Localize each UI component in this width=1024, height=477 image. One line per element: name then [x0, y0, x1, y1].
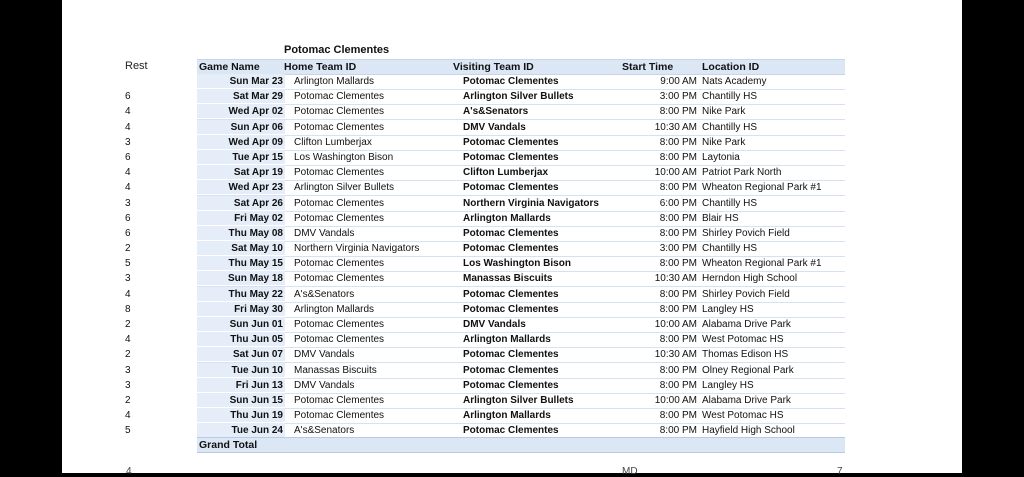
- location-cell: Blair HS: [702, 212, 739, 224]
- start-time-cell: 8:00 PM: [659, 151, 697, 163]
- footer-fragment: MD: [622, 466, 638, 477]
- start-time-cell: 10:30 AM: [654, 273, 697, 285]
- start-time-cell: 8:00 PM: [659, 379, 697, 391]
- start-time-cell: 10:00 AM: [654, 394, 697, 406]
- header-visiting-team: Visiting Team ID: [453, 61, 534, 73]
- home-team-cell: Potomac Clementes: [294, 334, 385, 346]
- location-cell: Chantilly HS: [702, 91, 758, 103]
- home-team-cell: Arlington Mallards: [294, 303, 375, 315]
- visiting-team-cell: A's&Senators: [463, 106, 529, 118]
- location-cell: Thomas Edison HS: [702, 349, 789, 361]
- rest-days-cell: 3: [125, 364, 131, 376]
- table-row: [62, 332, 962, 347]
- start-time-cell: 10:00 AM: [654, 319, 697, 330]
- location-cell: Wheaton Regional Park #1: [702, 258, 822, 270]
- start-time-cell: 8:00 PM: [659, 288, 697, 300]
- home-team-cell: Potomac Clementes: [294, 106, 385, 118]
- visiting-team-cell: Potomac Clementes: [463, 288, 559, 300]
- game-date-cell: Sun Apr 06: [230, 121, 283, 133]
- game-date-cell: Sun Jun 15: [229, 394, 283, 406]
- rest-days-cell: 4: [125, 121, 131, 133]
- game-date-cell: Sat Jun 07: [232, 349, 283, 361]
- visiting-team-cell: Arlington Silver Bullets: [463, 394, 574, 406]
- game-date-cell: Tue Apr 15: [232, 151, 283, 163]
- table-row: [62, 180, 962, 195]
- schedule-table-body: [62, 74, 962, 439]
- location-cell: Wheaton Regional Park #1: [702, 182, 822, 194]
- start-time-cell: 8:00 PM: [659, 106, 697, 118]
- game-date-cell: Thu May 22: [228, 288, 283, 300]
- header-start-time: Start Time: [622, 61, 674, 73]
- rest-days-cell: 3: [125, 197, 131, 209]
- home-team-cell: Northern Virginia Navigators: [294, 243, 420, 255]
- table-row: [62, 302, 962, 317]
- location-cell: West Potomac HS: [702, 410, 784, 422]
- table-row: [62, 363, 962, 378]
- visiting-team-cell: Potomac Clementes: [463, 364, 559, 376]
- rest-days-cell: 8: [125, 303, 131, 315]
- table-row: [62, 226, 962, 241]
- footer-fragment: 7: [837, 466, 843, 477]
- home-team-cell: Potomac Clementes: [294, 273, 385, 285]
- location-cell: Chantilly HS: [702, 243, 758, 255]
- game-date-cell: Fri May 02: [234, 212, 283, 224]
- game-date-cell: Sun Mar 23: [229, 76, 283, 87]
- location-cell: Herndon High School: [702, 273, 798, 285]
- visiting-team-cell: Northern Virginia Navigators: [463, 197, 599, 209]
- visiting-team-cell: Los Washington Bison: [463, 258, 571, 270]
- rest-days-cell: 4: [125, 167, 131, 179]
- game-date-cell: Thu May 08: [228, 227, 283, 239]
- table-row: [62, 408, 962, 423]
- game-date-cell: Fri May 30: [234, 303, 283, 315]
- location-cell: Laytonia: [702, 151, 740, 163]
- table-header-row: [197, 59, 845, 75]
- start-time-cell: 10:30 AM: [654, 349, 697, 361]
- game-date-cell: Sun May 18: [227, 273, 283, 285]
- grand-total-label: Grand Total: [199, 439, 258, 451]
- visiting-team-cell: Clifton Lumberjax: [463, 167, 549, 179]
- visiting-team-cell: Potomac Clementes: [463, 349, 559, 361]
- start-time-cell: 3:00 PM: [659, 243, 697, 255]
- home-team-cell: DMV Vandals: [294, 379, 355, 391]
- start-time-cell: 3:00 PM: [659, 91, 697, 103]
- game-date-cell: Sat Apr 19: [233, 167, 283, 179]
- start-time-cell: 8:00 PM: [659, 410, 697, 422]
- visiting-team-cell: Arlington Silver Bullets: [463, 91, 574, 103]
- start-time-cell: 8:00 PM: [659, 303, 697, 315]
- rest-days-cell: 4: [125, 182, 131, 194]
- rest-days-cell: 4: [125, 288, 131, 300]
- table-row: [62, 165, 962, 180]
- home-team-cell: Potomac Clementes: [294, 91, 385, 103]
- home-team-cell: Arlington Silver Bullets: [294, 182, 395, 194]
- visiting-team-cell: Arlington Mallards: [463, 334, 551, 346]
- location-cell: Patriot Park North: [702, 167, 782, 179]
- location-cell: Chantilly HS: [702, 121, 758, 133]
- home-team-cell: Clifton Lumberjax: [294, 136, 372, 148]
- visiting-team-cell: Potomac Clementes: [463, 227, 559, 239]
- home-team-cell: DMV Vandals: [294, 349, 355, 361]
- game-date-cell: Thu Jun 19: [230, 410, 283, 422]
- start-time-cell: 8:00 PM: [659, 425, 697, 437]
- table-row: [62, 89, 962, 104]
- visiting-team-cell: Potomac Clementes: [463, 425, 559, 437]
- home-team-cell: Potomac Clementes: [294, 319, 385, 330]
- location-cell: Olney Regional Park: [702, 364, 794, 376]
- start-time-cell: 8:00 PM: [659, 182, 697, 194]
- start-time-cell: 9:00 AM: [660, 76, 697, 87]
- start-time-cell: 10:30 AM: [654, 121, 697, 133]
- game-date-cell: Tue Jun 10: [231, 364, 283, 376]
- rest-days-cell: 3: [125, 273, 131, 285]
- start-time-cell: 8:00 PM: [659, 364, 697, 376]
- location-cell: Alabama Drive Park: [702, 394, 791, 406]
- table-row: [62, 104, 962, 119]
- rest-days-cell: 3: [125, 379, 131, 391]
- location-cell: Nike Park: [702, 106, 746, 118]
- start-time-cell: 8:00 PM: [659, 227, 697, 239]
- header-game-name: Game Name: [199, 61, 260, 73]
- table-row: [62, 120, 962, 135]
- start-time-cell: 8:00 PM: [659, 212, 697, 224]
- home-team-cell: Potomac Clementes: [294, 197, 385, 209]
- document-page: [62, 0, 962, 477]
- home-team-cell: Potomac Clementes: [294, 212, 385, 224]
- home-team-cell: Potomac Clementes: [294, 121, 385, 133]
- header-home-team: Home Team ID: [284, 61, 357, 73]
- visiting-team-cell: Potomac Clementes: [463, 379, 559, 391]
- table-row: [62, 135, 962, 150]
- home-team-cell: Manassas Biscuits: [294, 364, 377, 376]
- home-team-cell: Potomac Clementes: [294, 167, 385, 179]
- game-date-cell: Sun Jun 01: [229, 319, 283, 330]
- location-cell: Langley HS: [702, 303, 754, 315]
- game-date-cell: Wed Apr 23: [228, 182, 283, 194]
- home-team-cell: Potomac Clementes: [294, 258, 385, 270]
- rest-days-cell: 2: [125, 349, 131, 361]
- rest-days-cell: 2: [125, 243, 131, 255]
- visiting-team-cell: Manassas Biscuits: [463, 273, 553, 285]
- visiting-team-cell: Potomac Clementes: [463, 182, 559, 194]
- visiting-team-cell: DMV Vandals: [463, 121, 526, 133]
- visiting-team-cell: Potomac Clementes: [463, 76, 559, 87]
- rest-days-cell: 6: [125, 151, 131, 163]
- rest-days-cell: 4: [125, 410, 131, 422]
- start-time-cell: 8:00 PM: [659, 136, 697, 148]
- location-cell: Hayfield High School: [702, 425, 795, 437]
- rest-days-cell: 6: [125, 91, 131, 103]
- visiting-team-cell: Arlington Mallards: [463, 410, 551, 422]
- table-row: [62, 196, 962, 211]
- game-date-cell: Sat Apr 26: [233, 197, 283, 209]
- table-row: [62, 211, 962, 226]
- game-date-cell: Tue Jun 24: [231, 425, 283, 437]
- home-team-cell: A's&Senators: [294, 425, 355, 437]
- location-cell: West Potomac HS: [702, 334, 784, 346]
- start-time-cell: 8:00 PM: [659, 334, 697, 346]
- rest-days-cell: 3: [125, 136, 131, 148]
- location-cell: Shirley Povich Field: [702, 227, 790, 239]
- visiting-team-cell: Potomac Clementes: [463, 151, 559, 163]
- game-date-cell: Wed Apr 02: [228, 106, 283, 118]
- rest-column-header: Rest: [125, 60, 148, 72]
- location-cell: Chantilly HS: [702, 197, 758, 209]
- rest-days-cell: 4: [125, 106, 131, 118]
- home-team-cell: Los Washington Bison: [294, 151, 394, 163]
- table-row: [62, 378, 962, 393]
- table-row: [62, 256, 962, 271]
- rest-days-cell: 2: [125, 394, 131, 406]
- location-cell: Langley HS: [702, 379, 754, 391]
- table-row: [62, 74, 962, 89]
- game-date-cell: Sat Mar 29: [232, 91, 283, 103]
- start-time-cell: 10:00 AM: [654, 167, 697, 179]
- location-cell: Shirley Povich Field: [702, 288, 790, 300]
- header-location: Location ID: [702, 61, 760, 73]
- start-time-cell: 8:00 PM: [659, 258, 697, 270]
- table-row: [62, 347, 962, 362]
- game-date-cell: Wed Apr 09: [228, 136, 283, 148]
- home-team-cell: Arlington Mallards: [294, 76, 375, 87]
- home-team-cell: Potomac Clementes: [294, 410, 385, 422]
- rest-days-cell: 5: [125, 425, 131, 437]
- footer-fragment: 4: [126, 466, 132, 477]
- table-row: [62, 150, 962, 165]
- rest-days-cell: 5: [125, 258, 131, 270]
- table-row: [62, 271, 962, 286]
- table-row: [62, 317, 962, 332]
- visiting-team-cell: Potomac Clementes: [463, 303, 559, 315]
- home-team-cell: DMV Vandals: [294, 227, 355, 239]
- table-row: [62, 241, 962, 256]
- table-row: [62, 287, 962, 302]
- rest-days-cell: 4: [125, 334, 131, 346]
- visiting-team-cell: Arlington Mallards: [463, 212, 551, 224]
- table-row: [62, 393, 962, 408]
- rest-days-cell: 2: [125, 319, 131, 330]
- location-cell: Nats Academy: [702, 76, 767, 87]
- home-team-cell: A's&Senators: [294, 288, 355, 300]
- visiting-team-cell: Potomac Clementes: [463, 136, 559, 148]
- visiting-team-cell: Potomac Clementes: [463, 243, 559, 255]
- visiting-team-cell: DMV Vandals: [463, 319, 526, 330]
- rest-days-cell: 6: [125, 227, 131, 239]
- rest-days-cell: 6: [125, 212, 131, 224]
- game-date-cell: Thu Jun 05: [230, 334, 283, 346]
- location-cell: Nike Park: [702, 136, 746, 148]
- home-team-cell: Potomac Clementes: [294, 394, 385, 406]
- game-date-cell: Thu May 15: [228, 258, 283, 270]
- table-title: Potomac Clementes: [284, 44, 390, 56]
- grand-total-row: [197, 437, 845, 453]
- game-date-cell: Fri Jun 13: [235, 379, 283, 391]
- game-date-cell: Sat May 10: [231, 243, 283, 255]
- start-time-cell: 6:00 PM: [659, 197, 697, 209]
- location-cell: Alabama Drive Park: [702, 319, 791, 330]
